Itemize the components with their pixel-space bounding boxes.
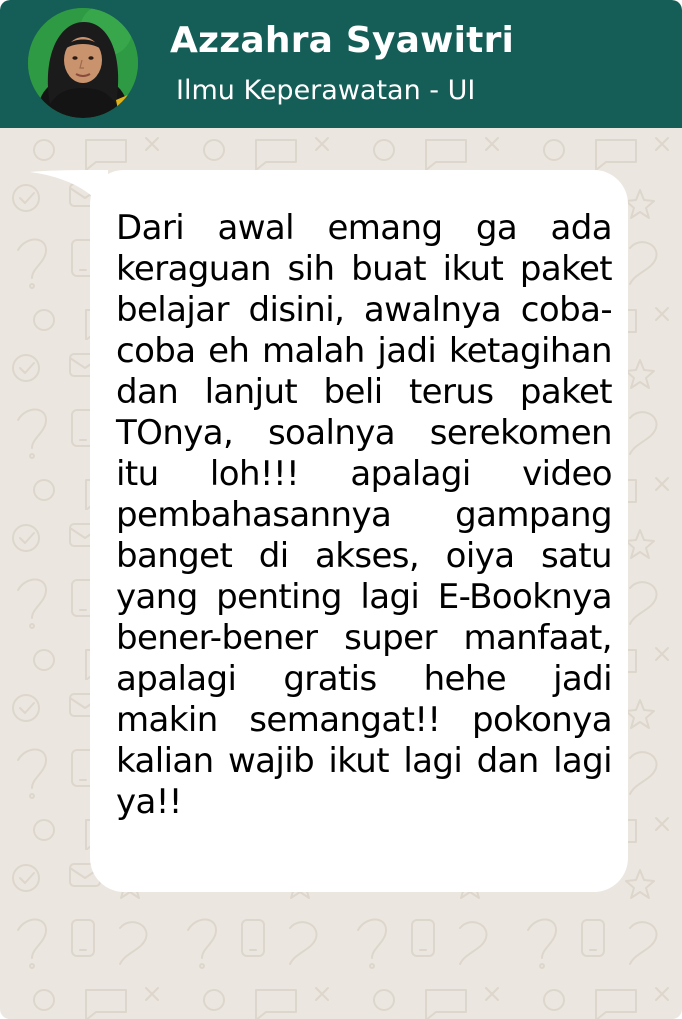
message-bubble xyxy=(90,170,628,892)
contact-name: Azzahra Syawitri xyxy=(170,20,515,61)
contact-subtitle: Ilmu Keperawatan - UI xyxy=(176,75,476,106)
avatar[interactable] xyxy=(28,8,138,118)
chat-header xyxy=(0,0,682,128)
avatar-portrait-image xyxy=(28,8,138,118)
message-text: Dari awal emang ga ada keraguan sih buat ikut paket belajar disini, awalnya coba-coba eh malah jadi ketagihan dan lanjut beli terus paket TOnya, soalnya serekomen itu loh!!! apalagi video pembahasannya gampang banget di akses, oiya satu yang penting lagi E-Booknya bener-bener super manfaat, apalagi gratis hehe jadi makin semangat!! pokonya kalian wajib ikut lagi dan lagi ya!! xyxy=(116,208,612,822)
